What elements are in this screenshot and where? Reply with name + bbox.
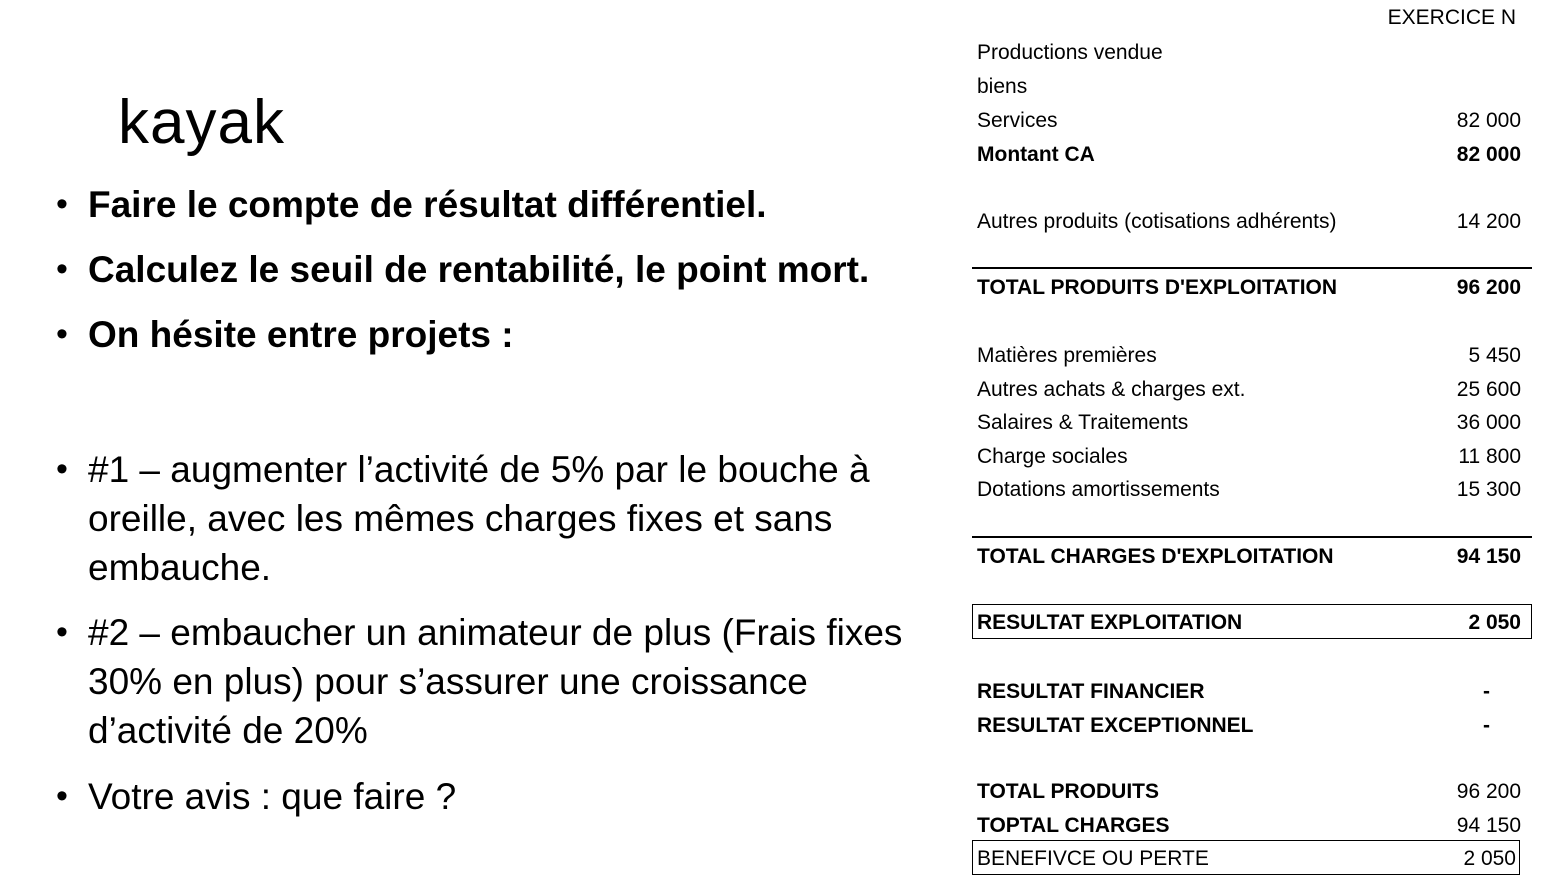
row-label: Matières premières bbox=[977, 344, 1157, 367]
row-value: 96 200 bbox=[1456, 780, 1521, 803]
table-row bbox=[972, 406, 1532, 439]
slide-title: kayak bbox=[118, 88, 285, 157]
bullet-item bbox=[56, 445, 946, 592]
table-row bbox=[972, 70, 1532, 103]
row-label: RESULTAT FINANCIER bbox=[977, 680, 1205, 703]
table-row bbox=[972, 373, 1532, 406]
row-label: Productions vendue bbox=[977, 41, 1163, 64]
bullet-item bbox=[56, 608, 946, 755]
row-value: 2 050 bbox=[1463, 847, 1516, 870]
bullet-item bbox=[56, 245, 946, 294]
bullet-item bbox=[56, 180, 946, 229]
row-value: - bbox=[1483, 714, 1490, 737]
row-value: 36 000 bbox=[1456, 411, 1521, 434]
column-header: EXERCICE N bbox=[1387, 6, 1516, 29]
row-value: 25 600 bbox=[1456, 378, 1521, 401]
table-divider bbox=[972, 536, 1532, 538]
table-row bbox=[972, 473, 1532, 506]
bullet-text: Faire le compte de résultat différentiel. bbox=[88, 184, 767, 225]
table-row bbox=[972, 36, 1532, 69]
row-value: 11 800 bbox=[1458, 445, 1521, 468]
row-label: TOPTAL CHARGES bbox=[977, 814, 1170, 837]
table-row bbox=[972, 339, 1532, 372]
row-value: 94 150 bbox=[1456, 814, 1521, 837]
row-label: Autres produits (cotisations adhérents) bbox=[977, 210, 1337, 233]
table-row bbox=[972, 138, 1532, 171]
table-row bbox=[972, 809, 1532, 842]
table-row bbox=[972, 540, 1532, 573]
table-divider bbox=[972, 267, 1532, 269]
row-label: biens bbox=[977, 75, 1028, 98]
bullet-icon: • bbox=[56, 315, 68, 353]
income-statement-table bbox=[972, 0, 1532, 875]
row-value: 15 300 bbox=[1456, 478, 1521, 501]
bullet-text: Calculez le seuil de rentabilité, le point mort. bbox=[88, 249, 870, 290]
table-row bbox=[972, 709, 1532, 742]
row-label: Salaires & Traitements bbox=[977, 411, 1189, 434]
table-row bbox=[972, 205, 1532, 238]
bullet-icon: • bbox=[56, 777, 68, 815]
bullet-icon: • bbox=[56, 613, 68, 651]
row-label: TOTAL PRODUITS bbox=[977, 780, 1160, 803]
table-row bbox=[972, 775, 1532, 808]
table-row bbox=[972, 271, 1532, 304]
row-label: Dotations amortissements bbox=[977, 478, 1220, 501]
bullet-icon: • bbox=[56, 185, 68, 223]
row-label: RESULTAT EXCEPTIONNEL bbox=[977, 714, 1254, 737]
row-value: 14 200 bbox=[1456, 210, 1521, 233]
table-row bbox=[972, 440, 1532, 473]
bullet-item bbox=[56, 310, 946, 359]
row-value: 2 050 bbox=[1468, 611, 1521, 634]
row-label: TOTAL CHARGES D'EXPLOITATION bbox=[977, 545, 1334, 568]
row-label: BENEFIVCE OU PERTE bbox=[977, 847, 1209, 870]
row-value: 82 000 bbox=[1456, 143, 1521, 166]
table-row bbox=[972, 675, 1532, 708]
table-row bbox=[972, 104, 1532, 137]
bullet-icon: • bbox=[56, 450, 68, 488]
bullet-text: On hésite entre projets : bbox=[88, 314, 514, 355]
table-row bbox=[972, 606, 1532, 639]
bullet-text: #2 – embaucher un animateur de plus (Frais fixes 30% en plus) pour s’assurer une croissance d’activité de 20% bbox=[88, 612, 903, 751]
table-row bbox=[972, 842, 1532, 875]
row-value: 5 450 bbox=[1468, 344, 1521, 367]
row-label: TOTAL PRODUITS D'EXPLOITATION bbox=[977, 276, 1338, 299]
row-value: 94 150 bbox=[1456, 545, 1521, 568]
row-label: Montant CA bbox=[977, 143, 1095, 166]
row-value: 82 000 bbox=[1456, 109, 1521, 132]
bullet-text: Votre avis : que faire ? bbox=[88, 776, 457, 817]
bullet-text: #1 – augmenter l’activité de 5% par le bouche à oreille, avec les mêmes charges fixes et sans embauche. bbox=[88, 449, 870, 588]
bullet-item bbox=[56, 772, 946, 821]
row-label: Charge sociales bbox=[977, 445, 1128, 468]
row-label: Services bbox=[977, 109, 1058, 132]
row-value: 96 200 bbox=[1456, 276, 1521, 299]
row-label: Autres achats & charges ext. bbox=[977, 378, 1246, 401]
row-value: - bbox=[1483, 680, 1490, 703]
bullet-icon: • bbox=[56, 250, 68, 288]
row-label: RESULTAT EXPLOITATION bbox=[977, 611, 1243, 634]
